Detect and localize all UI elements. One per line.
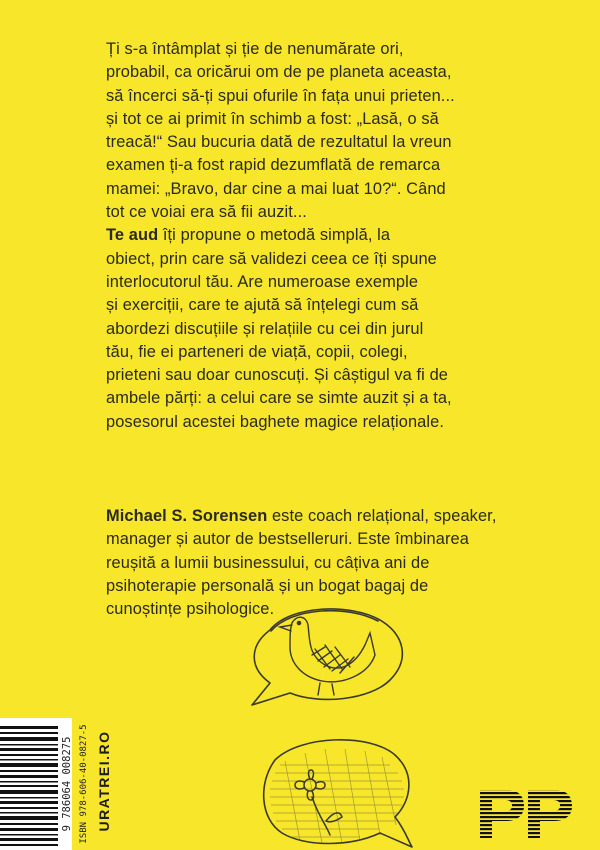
- author-bio-first-line: [106, 505, 576, 528]
- blurb-line: examen ți-a fost rapid dezumflată de remarca: [106, 156, 441, 175]
- isbn-label-text: ISBN 978-606-40-0827-5: [79, 724, 89, 844]
- bubble-shading: [270, 749, 404, 843]
- blurb-line: Ți s-a întâmplat și ție de nenumărate ori,: [106, 40, 404, 58]
- author-bio-line: psihoterapie personală și un bogat bagaj de: [106, 576, 429, 595]
- pp-logo-icon: [478, 788, 573, 840]
- blurb-line: tău, fie ei parteneri de viață, copii, colegi,: [106, 342, 408, 361]
- author-bio-line: reușită a lumii businessului, cu câțiva ani de: [106, 553, 430, 572]
- blurb-line: prieteni sau doar cunoscuți. Și câștigul va fi de: [106, 366, 449, 385]
- isbn-label: [76, 718, 92, 850]
- barcode-digits: [60, 718, 74, 850]
- book-title-inline: Te aud: [106, 226, 159, 245]
- barcode-bars: [0, 718, 58, 850]
- blurb-paragraph: [106, 38, 576, 434]
- publisher-website-text: URATREI.RO: [96, 730, 112, 832]
- blurb-line: interlocutorul tău. Are numeroase exemple: [106, 272, 419, 291]
- blurb-line: mamei: „Bravo, dar cine a mai luat 10?“. Când: [106, 179, 446, 198]
- author-name: Michael S. Sorensen: [106, 507, 268, 525]
- blurb-highlight-line: [106, 224, 576, 247]
- publisher-website: [92, 712, 116, 850]
- barcode-digits-text: 9 786064 008275: [61, 736, 73, 832]
- speech-bubbles-illustration: [230, 585, 440, 850]
- blurb-line: și exerciții, care te ajută să înțelegi cum să: [106, 296, 419, 315]
- blurb-line: să încerci să-ți spui ofurile în fața unui prieten...: [106, 86, 455, 105]
- blurb-line: tot ce voiai era să fii auzit...: [106, 203, 307, 222]
- author-bio-line: manager și autor de bestselleruri. Este îmbinarea: [106, 530, 469, 549]
- author-bio-rest: este coach relațional, speaker,: [267, 507, 497, 525]
- author-bio-line: cunoștințe psihologice.: [106, 600, 275, 619]
- bird-drawing: [280, 617, 375, 695]
- blurb-line: posesorul acestei baghete magice relaționale.: [106, 412, 444, 431]
- bird-speech-bubble: [252, 609, 402, 705]
- blurb-line: abordezi discuțiile și relațiile cu cei din jurul: [106, 319, 424, 338]
- blurb-line: ambele părți: a celui care se simte auzit și a ta,: [106, 389, 452, 408]
- blurb-line: și tot ce ai primit în schimb a fost: „Lasă, o să: [106, 109, 439, 128]
- blurb-line: probabil, ca oricărui om de pe planeta aceasta,: [106, 63, 452, 82]
- blurb-line-rest: îți propune o metodă simplă, la: [158, 226, 391, 245]
- blurb-line: treacă!“ Sau bucuria dată de rezultatul la vreun: [106, 133, 452, 152]
- blurb-line: obiect, prin care să validezi ceea ce îți spune: [106, 249, 437, 268]
